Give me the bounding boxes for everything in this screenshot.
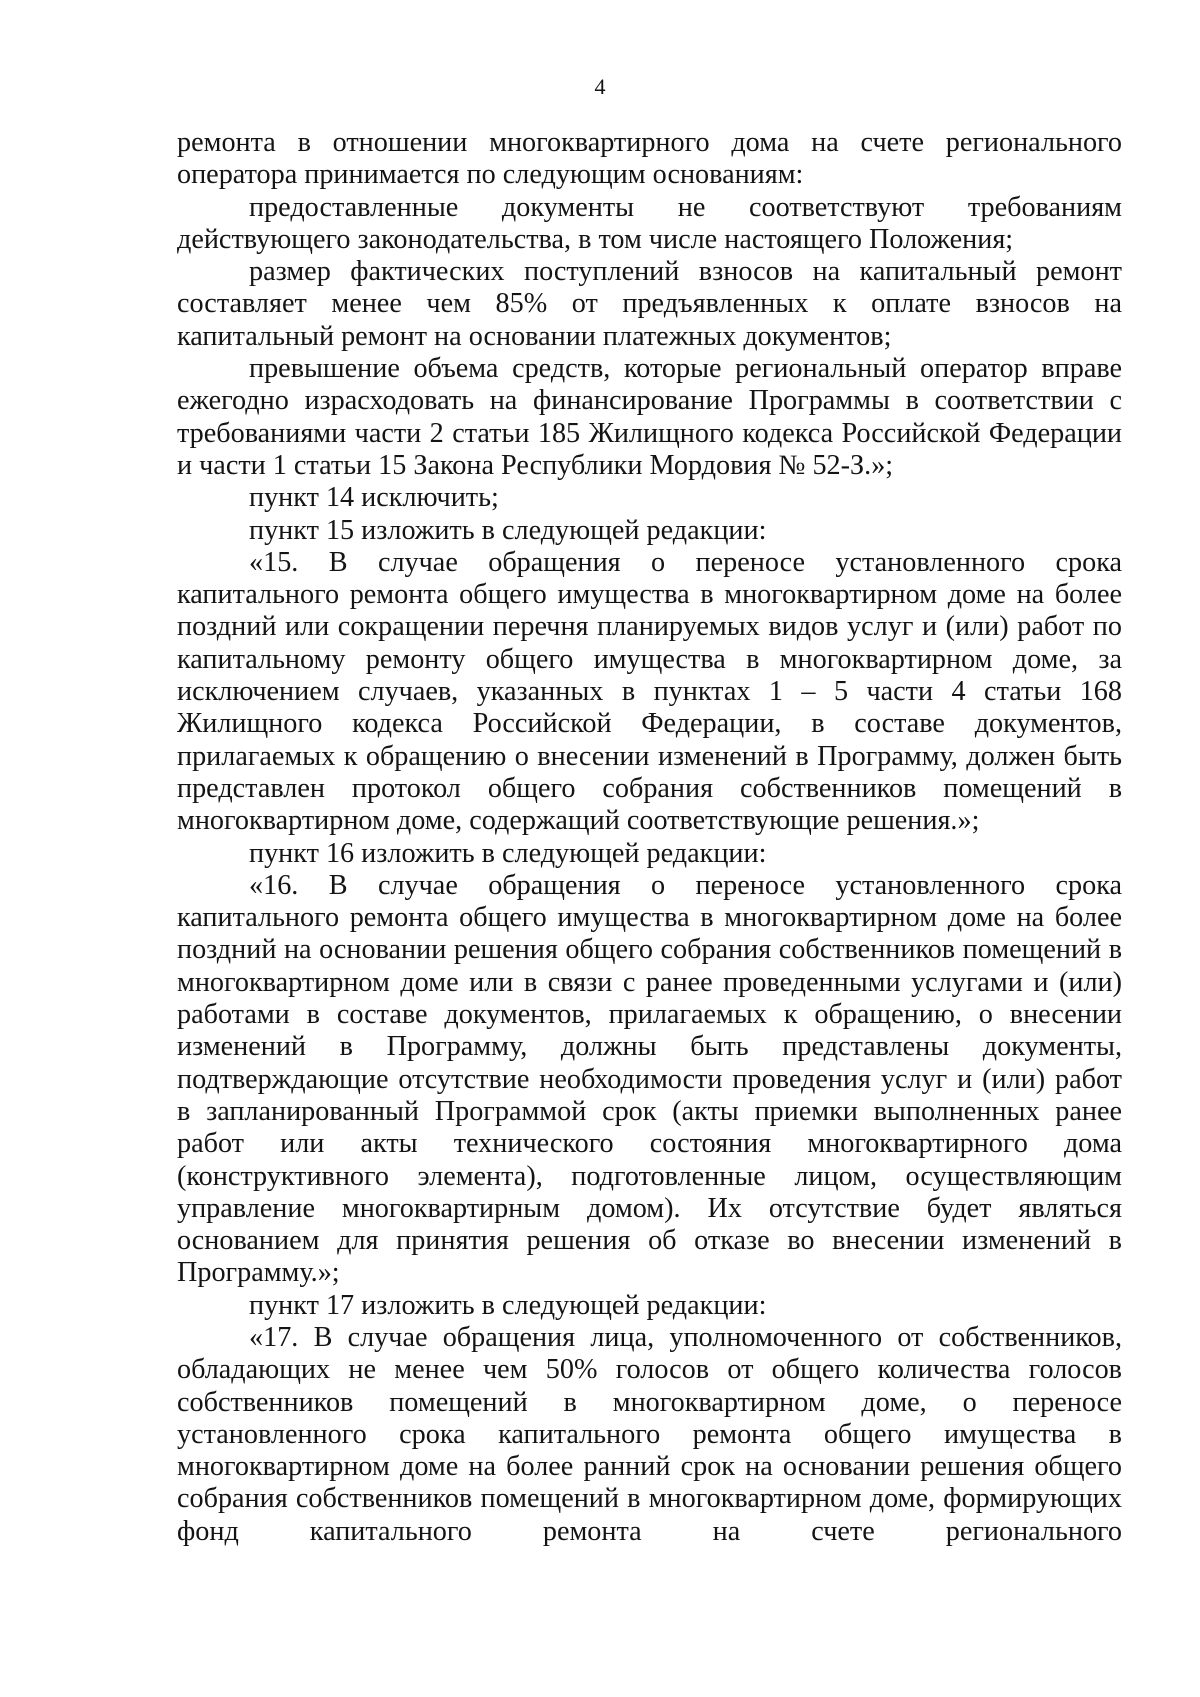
paragraph-1: ремонта в отношении многоквартирного дома на счете регионального оператора принимается по следующим основаниям: (177, 127, 1122, 191)
paragraph-10: пункт 17 изложить в следующей редакции: (249, 1289, 767, 1321)
paragraph-6: пункт 15 изложить в следующей редакции: (249, 514, 767, 546)
paragraph-8: пункт 16 изложить в следующей редакции: (249, 837, 767, 869)
document-body (177, 127, 1122, 1548)
paragraph-9: «16. В случае обращения о переносе установленного срока капитального ремонта общего имущества в многоквартирном доме на более поздний на основании решения общего собрания собственников помещений в многоквартирном доме или в связи с ранее проведенными услугами и (или) работами в составе документов, прилагаемых к обращению, о внесении изменений в Программу, должны быть представлены документы, подтверждающие отсутствие необходимости проведения услуг и (или) работ в запланированный Программой срок (акты приемки выполненных ранее работ или акты технического состояния многоквартирного дома (конструктивного элемента), подготовленные лицом, осуществляющим управление многоквартирным домом). Их отсутствие будет являться основанием для принятия решения об отказе во внесении изменений в Программу.»; (177, 869, 1122, 1289)
paragraph-3: размер фактических поступлений взносов на капитальный ремонт составляет менее чем 85% от предъявленных к оплате взносов на капитальный ремонт на основании платежных документов; (177, 256, 1122, 352)
paragraph-5: пункт 14 исключить; (249, 482, 499, 514)
paragraph-11: «17. В случае обращения лица, уполномоченного от собственников, обладающих не менее чем 50% голосов от общего количества голосов собственников помещений в многоквартирном доме, о переносе установленного срока капитального ремонта общего имущества в многоквартирном доме на более ранний срок на основании решения общего собрания собственников помещений в многоквартирном доме, формирующих фонд капитального ремонта на счете регионального (177, 1321, 1122, 1547)
paragraph-7: «15. В случае обращения о переносе установленного срока капитального ремонта общего имущества в многоквартирном доме на более поздний или сокращении перечня планируемых видов услуг и (или) работ по капитальному ремонту общего имущества в многоквартирном доме, за исключением случаев, указанных в пунктах 1 – 5 части 4 статьи 168 Жилищного кодекса Российской Федерации, в составе документов, прилагаемых к обращению о внесении изменений в Программу, должен быть представлен протокол общего собрания собственников помещений в многоквартирном доме, содержащий соответствующие решения.»; (177, 546, 1122, 837)
paragraph-2: предоставленные документы не соответствуют требованиям действующего законодательства, в том числе настоящего Положения; (177, 191, 1122, 255)
paragraph-4: превышение объема средств, которые региональный оператор вправе ежегодно израсходовать на финансирование Программы в соответствии с требованиями части 2 статьи 185 Жилищного кодекса Российской Федерации и части 1 статьи 15 Закона Республики Мордовия № 52-З.»; (177, 353, 1122, 481)
page-number: 4 (594, 74, 606, 99)
